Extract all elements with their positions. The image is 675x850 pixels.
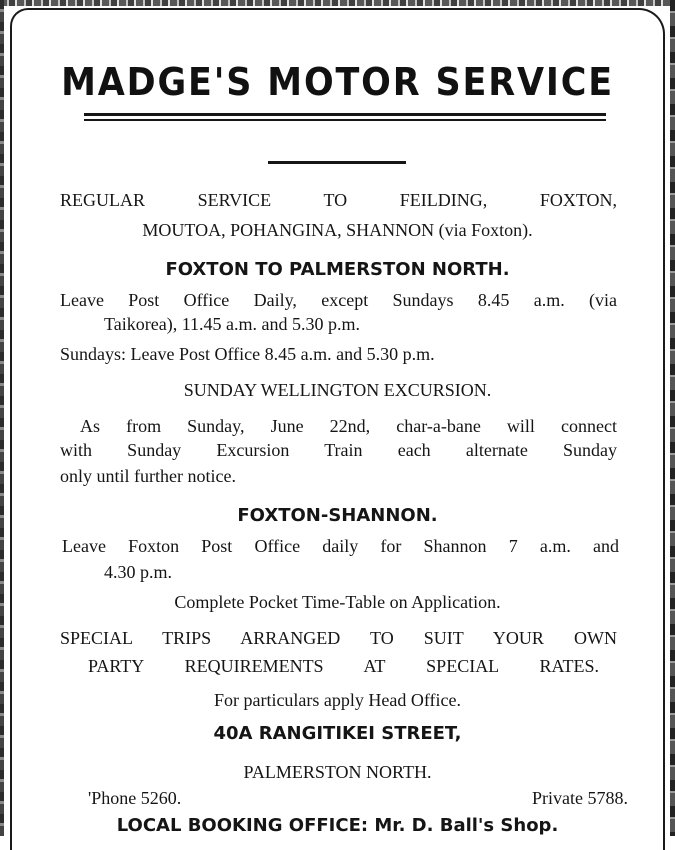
special-line-2: PARTY REQUIREMENTS AT SPECIAL RATES. — [88, 656, 599, 676]
short-divider — [268, 161, 406, 164]
excursion-line-3: only until further notice. — [60, 466, 236, 486]
route1-heading: FOXTON TO PALMERSTON NORTH. — [165, 259, 510, 280]
phone-number: 'Phone 5260. — [88, 788, 182, 808]
title-underline-top — [84, 113, 606, 116]
ad-title: MADGE'S MOTOR SERVICE — [61, 60, 614, 104]
local-booking-office: LOCAL BOOKING OFFICE: Mr. D. Ball's Shop. — [116, 815, 559, 836]
service-line-1: REGULAR SERVICE TO FEILDING, FOXTON, — [60, 190, 617, 210]
address-street: 40A RANGITIKEI STREET, — [213, 723, 462, 744]
route1-line-1: Leave Post Office Daily, except Sundays 8.45 a.m. (via — [60, 290, 617, 310]
excursion-heading: SUNDAY WELLINGTON EXCURSION. — [183, 380, 492, 400]
service-line-2: MOUTOA, POHANGINA, SHANNON (via Foxton). — [142, 220, 533, 240]
timetable-note: Complete Pocket Time-Table on Application. — [174, 592, 501, 612]
private-phone-number: Private 5788. — [532, 788, 628, 808]
route2-heading: FOXTON-SHANNON. — [237, 505, 438, 526]
title-underline-bottom — [84, 119, 606, 121]
route2-line-1: Leave Foxton Post Office daily for Shannon 7 a.m. and — [62, 536, 619, 556]
route2-line-2: 4.30 p.m. — [104, 562, 173, 582]
excursion-line-1: As from Sunday, June 22nd, char-a-bane will connect — [80, 416, 617, 436]
scan-edge-top — [0, 0, 675, 6]
special-line-1: SPECIAL TRIPS ARRANGED TO SUIT YOUR OWN — [60, 628, 617, 648]
particulars-line: For particulars apply Head Office. — [213, 690, 462, 710]
route1-sundays: Sundays: Leave Post Office 8.45 a.m. and 5.30 p.m. — [60, 344, 435, 364]
address-city: PALMERSTON NORTH. — [243, 762, 432, 782]
excursion-line-2: with Sunday Excursion Train each alternate Sunday — [60, 440, 617, 460]
route1-line-2: Taikorea), 11.45 a.m. and 5.30 p.m. — [104, 314, 361, 334]
